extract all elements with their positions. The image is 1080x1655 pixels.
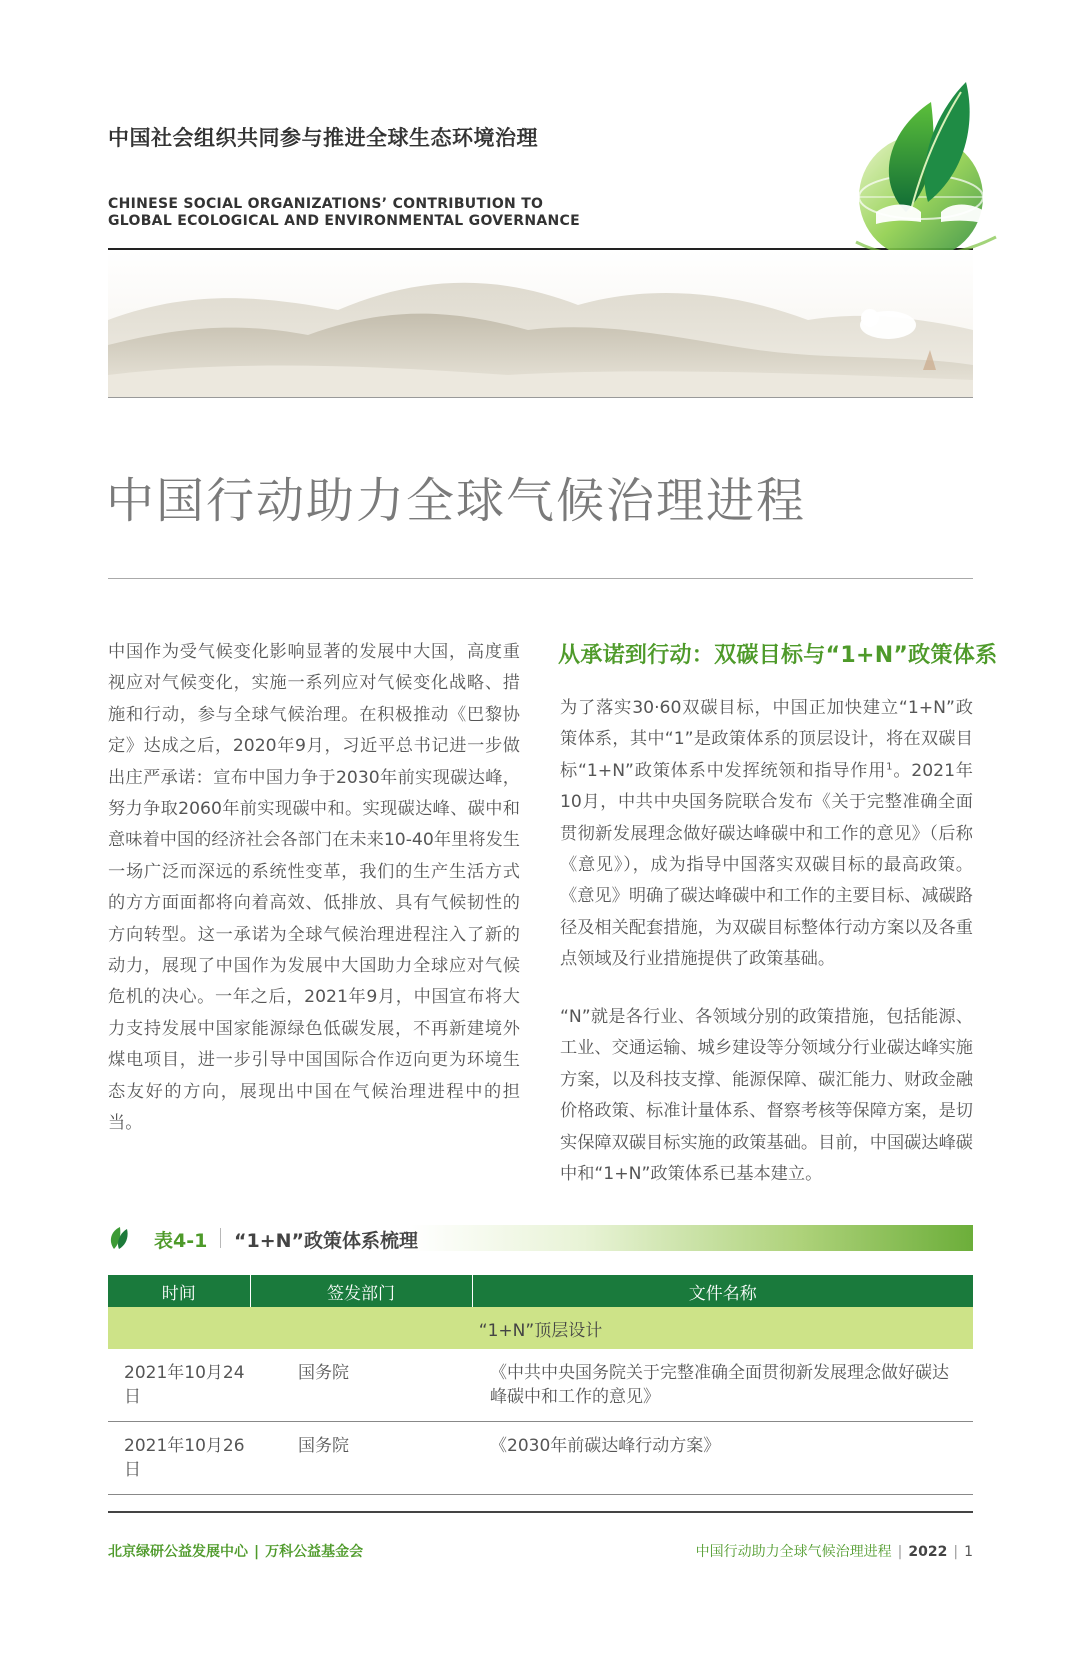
table-cell-date: 2021年10月26日 [108, 1422, 250, 1495]
globe-leaf-logo-icon [836, 62, 1016, 272]
footer-organizations [108, 1541, 363, 1561]
page-title: 中国行动助力全球气候治理进程 [106, 473, 807, 529]
policy-table [108, 1275, 973, 1495]
footer-section-title: 中国行动助力全球气候治理进程 [695, 1544, 892, 1560]
table-row [108, 1349, 973, 1422]
table-cell-department: 国务院 [250, 1349, 472, 1422]
table-header-row [108, 1275, 973, 1307]
table-cell-document: 《中共中央国务院关于完整准确全面贯彻新发展理念做好碳达峰碳中和工作的意见》 [472, 1349, 973, 1422]
leaf-icon [108, 1226, 130, 1250]
footer-divider [108, 1511, 973, 1513]
section-paragraph-1 [560, 693, 973, 976]
title-divider [108, 578, 973, 579]
intro-paragraph: 中国作为受气候变化影响显著的发展中大国，高度重视应对气候变化，实施一系列应对气候变化战略、措施和行动，参与全球气候治理。在积极推动《巴黎协定》达成之后，2020年9月，习近平总书记进一步做出庄严承诺：宣布中国力争于2030年前实现碳达峰，努力争取2060年前实现碳中和。实现碳达峰、碳中和意味着中国的经济社会各部门在未来10-40年里将发生一场广泛而深远的系统性变革，我们的生产生活方式的方方面面都将向着高效、低排放、具有气候韧性的方向转型。这一承诺为全球气候治理进程注入了新的动力，展现了中国作为发展中大国助力全球应对气候危机的决心。一年之后，2021年9月，中国宣布将大力支持发展中国家能源绿色低碳发展，不再新建境外煤电项目，进一步引导中国国际合作迈向更为环境生态友好的方向，展现出中国在气候治理进程中的担当。 [108, 642, 520, 1134]
table-number: 表4-1 [154, 1230, 208, 1252]
footer-page-info [696, 1541, 973, 1561]
table-cell-department: 国务院 [250, 1422, 472, 1495]
header-en-line1: CHINESE SOCIAL ORGANIZATIONS’ CONTRIBUTION TO [108, 196, 544, 212]
header-en-line2: GLOBAL ECOLOGICAL AND ENVIRONMENTAL GOVERNANCE [108, 213, 580, 229]
table-row [108, 1422, 973, 1495]
mountain-landscape-illustration [108, 250, 973, 398]
table-group-row [108, 1307, 973, 1349]
section-paragraph-1-part-a: 为了落实30·60双碳目标，中国正加快建立“1+N”政策体系，其中“1”是政策体系的顶层设计，将在双碳目标“1+N”政策体系中发挥统领和指导作用 [560, 698, 973, 781]
table-cell-date: 2021年10月24日 [108, 1349, 250, 1422]
footer-separator: | [254, 1544, 260, 1560]
landscape-divider [108, 397, 973, 398]
page-number: 1 [964, 1544, 973, 1560]
section-paragraph-2: “N”就是各行业、各领域分别的政策措施，包括能源、工业、交通运输、城乡建设等分领域分行业碳达峰实施方案，以及科技支撑、能源保障、碳汇能力、财政金融价格政策、标准计量体系、督察考核等保障方案，是切实保障双碳目标实施的政策基础。目前，中国碳达峰碳中和“1+N”政策体系已基本建立。 [560, 1007, 973, 1185]
footer-separator: | [897, 1544, 903, 1560]
footer-org-1: 北京绿研公益发展中心 [108, 1544, 248, 1560]
footer-separator: | [953, 1544, 959, 1560]
table-group-label: “1+N”顶层设计 [108, 1307, 973, 1349]
footnote-ref: 1 [886, 761, 893, 773]
footer-year: 2022 [908, 1544, 948, 1560]
section-paragraph-1-part-b: 。2021年10月，中共中央国务院联合发布《关于完整准确全面贯彻新发展理念做好碳达峰碳中和工作的意见》（后称《意见》），成为指导中国落实双碳目标的最高政策。《意见》明确了碳达峰碳中和工作的主要目标、减碳路径及相关配套措施，为双碳目标整体行动方案以及各重点领域及行业措施提供了政策基础。 [560, 760, 973, 970]
table-title: “1+N”政策体系梳理 [234, 1230, 419, 1252]
table-header-department: 签发部门 [250, 1275, 472, 1307]
table-header-time: 时间 [108, 1275, 250, 1307]
header-cn-title: 中国社会组织共同参与推进全球生态环境治理 [108, 126, 538, 150]
footer-org-2: 万科公益基金会 [265, 1544, 364, 1560]
table-header-document: 文件名称 [472, 1275, 973, 1307]
table-label-separator [220, 1228, 221, 1248]
section-heading: 从承诺到行动：双碳目标与“1+N”政策体系 [558, 643, 998, 668]
table-cell-document: 《2030年前碳达峰行动方案》 [472, 1422, 973, 1495]
header-en-title [108, 196, 580, 230]
